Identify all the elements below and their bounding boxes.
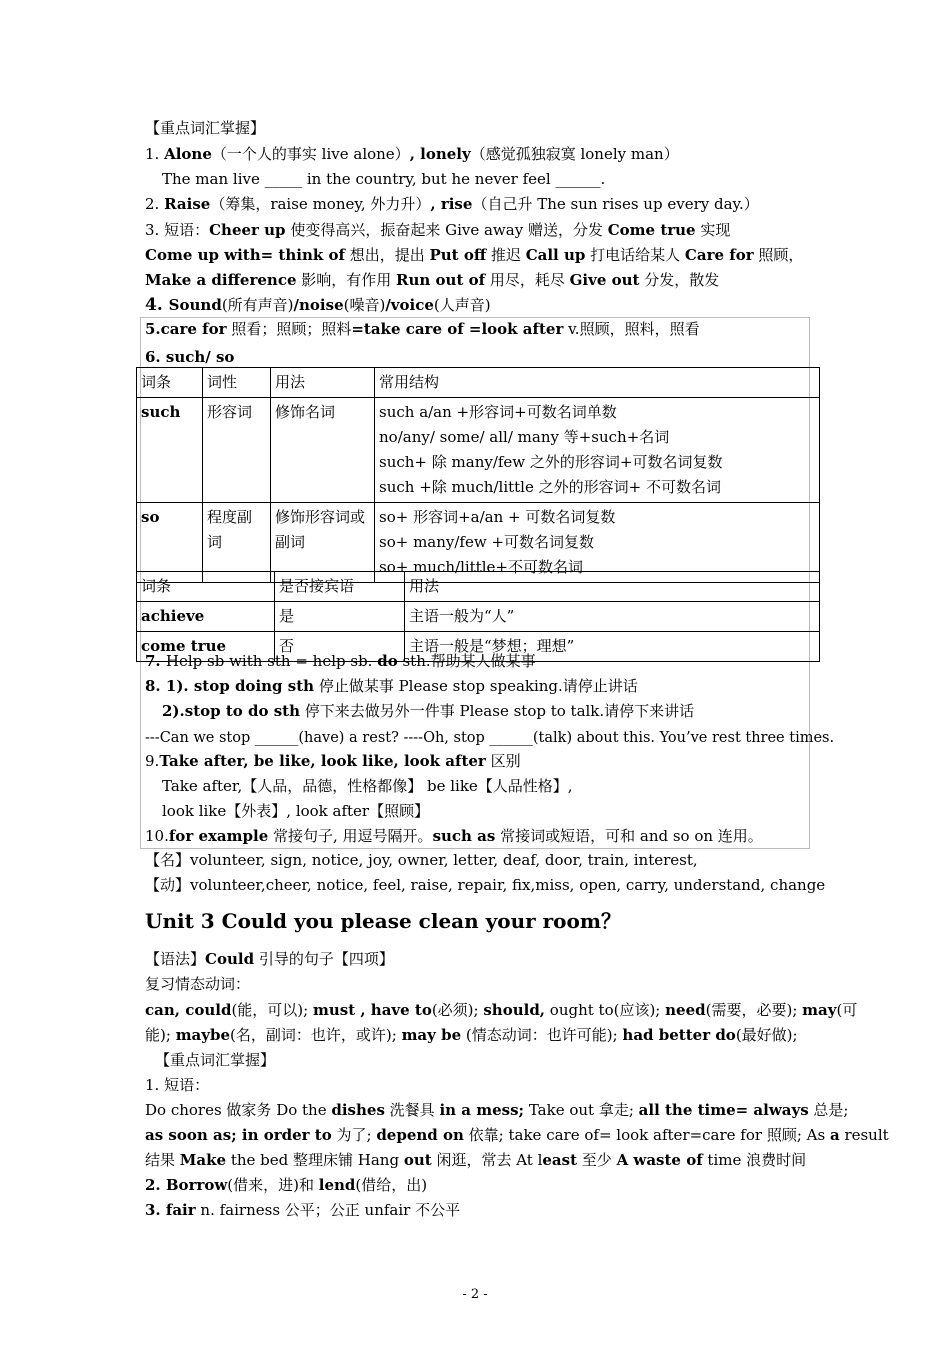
- text: 能);: [145, 1026, 176, 1044]
- text: （筹集，raise money, 外力升）: [210, 195, 431, 213]
- structure-line: so+ 形容词+a/an + 可数名词复数: [379, 508, 616, 526]
- item-8-2: [162, 701, 694, 721]
- text: (能，可以);: [231, 1001, 313, 1019]
- object-cell: 是: [275, 602, 405, 632]
- keyword: do: [377, 652, 398, 670]
- table-row-such: [137, 398, 820, 503]
- text: (名，副词：也许，或许);: [230, 1026, 402, 1044]
- keyword: Come up with= think of: [145, 246, 345, 264]
- keyword: such as: [432, 827, 496, 845]
- text: look like【外表】, look after【照顾】: [162, 802, 430, 820]
- text: 至少: [577, 1151, 617, 1169]
- keyword: Put off: [429, 246, 487, 264]
- achieve-table: [136, 571, 820, 662]
- item-7: [145, 651, 536, 671]
- keyword: a: [829, 1126, 840, 1144]
- object-cell: 否: [275, 632, 405, 662]
- text: 结果: [145, 1151, 180, 1169]
- table-header-row: [137, 368, 820, 398]
- text: (借给，出): [355, 1176, 428, 1194]
- text: 照顾，: [753, 246, 804, 264]
- keyword: achieve: [141, 607, 205, 625]
- text: 实现: [695, 221, 731, 239]
- keyword: Run out of: [396, 271, 486, 289]
- text: (需要，必要);: [705, 1001, 803, 1019]
- text: 闲逛，常去 At l: [431, 1151, 543, 1169]
- exercise-line: [162, 169, 605, 189]
- header-cell: 用法: [271, 368, 375, 398]
- item-3: [145, 220, 730, 240]
- keyword: Sound: [168, 296, 222, 314]
- text: 使变得高兴，振奋起来 Give away 赠送，分发: [285, 221, 608, 239]
- text: (情态动词：也许可能);: [461, 1026, 623, 1044]
- header-cell: 用法: [405, 572, 820, 602]
- item-9-detail: [162, 776, 573, 796]
- item-5: [145, 319, 700, 339]
- keyword: A waste of: [616, 1151, 703, 1169]
- keyword: all the time= always: [638, 1101, 809, 1119]
- vocab-heading: [155, 1050, 275, 1070]
- phrase-line-2: [145, 270, 719, 290]
- item-3: [145, 1200, 460, 1220]
- exercise-line: [145, 728, 834, 748]
- text: result: [839, 1126, 889, 1144]
- keyword: as soon as; in order to: [145, 1126, 332, 1144]
- text: 洗餐具: [384, 1101, 440, 1119]
- keyword: lend: [318, 1176, 356, 1194]
- keyword: Could: [205, 950, 255, 968]
- text: time 浪费时间: [702, 1151, 807, 1169]
- keyword: had better do: [622, 1026, 736, 1044]
- keyword: may be: [401, 1026, 462, 1044]
- structure-cell: [375, 398, 820, 503]
- structure-line: such a/an +形容词+可数名词单数: [379, 403, 617, 421]
- keyword: Take after, be like, look like, look after: [159, 752, 486, 770]
- table-row: [137, 602, 820, 632]
- text: 停下来去做另外一件事 Please stop to talk.请停下来讲话: [300, 702, 695, 720]
- item-10: [145, 826, 763, 846]
- keyword: 2. Borrow: [145, 1176, 228, 1194]
- keyword: 2).stop to do sth: [162, 702, 300, 720]
- noun-list: [145, 850, 698, 870]
- page-number: - 2 -: [462, 1287, 488, 1302]
- keyword: /voice: [385, 296, 434, 314]
- item-6: [145, 347, 234, 367]
- item-2: [145, 194, 759, 214]
- keyword: need: [665, 1001, 706, 1019]
- text: (人声音): [433, 296, 491, 314]
- word-cell: [137, 398, 203, 503]
- word-cell: [137, 602, 275, 632]
- phrase-line-1: [145, 245, 803, 265]
- keyword: Make: [179, 1151, 227, 1169]
- keyword: 8. 1). stop doing sth: [145, 677, 315, 695]
- unit-title: Unit 3 Could you please clean your room？: [145, 909, 622, 933]
- phrase-line: [145, 1100, 848, 1120]
- text: 1.: [145, 145, 165, 163]
- text: 打电话给某人: [585, 246, 685, 264]
- use-cell: 修饰形容词或副词: [271, 503, 375, 583]
- item-1: [145, 144, 679, 164]
- keyword: maybe: [175, 1026, 231, 1044]
- keyword: come true: [141, 637, 227, 655]
- text: 【名】volunteer, sign, notice, joy, owner, letter, deaf, door, train, interest,: [145, 851, 698, 869]
- header-cell: 词性: [203, 368, 271, 398]
- text: 总是;: [808, 1101, 849, 1119]
- item-8: [145, 676, 638, 696]
- text: (可: [836, 1001, 858, 1019]
- keyword: /noise: [293, 296, 344, 314]
- keyword: Make a difference: [145, 271, 297, 289]
- item-9: [145, 751, 521, 771]
- header-cell: 是否接宾语: [275, 572, 405, 602]
- text: n. fairness 公平；公正 unfair 不公平: [195, 1201, 461, 1219]
- text: 9.: [145, 752, 160, 770]
- keyword: =take care of =look after: [351, 320, 564, 338]
- pos-cell: 形容词: [203, 398, 271, 503]
- text: (必须);: [431, 1001, 484, 1019]
- table-header-row: [137, 572, 820, 602]
- text: 1. 短语：: [145, 1076, 210, 1094]
- text: 影响，有作用: [296, 271, 397, 289]
- text: Take after,【人品，品德，性格都像】 be like【人品性格】,: [162, 777, 573, 795]
- item-4: [145, 295, 491, 315]
- keyword: 7.: [145, 652, 166, 670]
- keyword: , rise: [430, 195, 473, 213]
- keyword: such: [141, 403, 181, 421]
- grammar-heading: [145, 949, 394, 969]
- item-9-detail: [162, 801, 429, 821]
- keyword: Care for: [684, 246, 754, 264]
- text: 10.: [145, 827, 169, 845]
- text: 照看；照顾；照料: [226, 320, 352, 338]
- keyword: , lonely: [409, 145, 471, 163]
- text: The man live _____ in the country, but he never feel ______.: [162, 170, 606, 188]
- keyword: for example: [168, 827, 269, 845]
- text: （感觉孤独寂寞 lonely man）: [470, 145, 679, 163]
- keyword: may: [802, 1001, 837, 1019]
- text: 2.: [145, 195, 165, 213]
- keyword: 3. fair: [145, 1201, 196, 1219]
- use-cell: 修饰名词: [271, 398, 375, 503]
- phrase-line: [145, 1150, 806, 1170]
- keyword: Cheer up: [209, 221, 286, 239]
- text: 停止做某事 Please stop speaking.请停止讲话: [314, 677, 638, 695]
- structure-line: such+ 除 many/few 之外的形容词+可数名词复数: [379, 453, 723, 471]
- text: (噪音): [343, 296, 386, 314]
- text: 引导的句子【四项】: [254, 950, 394, 968]
- text: 【重点词汇掌握】: [145, 119, 266, 137]
- text: Help sb with sth = help sb.: [165, 652, 378, 670]
- text: 复习情态动词：: [145, 975, 251, 993]
- text: (最好做);: [735, 1026, 798, 1044]
- phrases-heading: [145, 1075, 209, 1095]
- text: 【语法】: [145, 950, 206, 968]
- item-2: [145, 1175, 427, 1195]
- text: ---Can we stop ______(have) a rest? ----Oh, stop ______(talk) about this. You’ve rest three times.: [145, 730, 835, 746]
- structure-line: so+ much/little+不可数名词: [379, 558, 583, 576]
- keyword: so: [141, 508, 160, 526]
- use-cell: 主语一般是“梦想；理想”: [405, 632, 820, 662]
- verb-list: [145, 875, 825, 895]
- keyword: Alone: [164, 145, 212, 163]
- keyword: must , have to: [312, 1001, 432, 1019]
- text: 【重点词汇掌握】: [155, 1051, 276, 1069]
- keyword: 6. such/ so: [145, 348, 235, 366]
- header-cell: 词条: [137, 572, 275, 602]
- keyword: out: [403, 1151, 432, 1169]
- text: 区别: [485, 752, 521, 770]
- text: （一个人的事实 live alone）: [211, 145, 410, 163]
- structure-line: so+ many/few +可数名词复数: [379, 533, 595, 551]
- structure-line: such +除 much/little 之外的形容词+ 不可数名词: [379, 478, 721, 496]
- review-heading: [145, 974, 250, 994]
- keyword: in a mess;: [439, 1101, 525, 1119]
- section-heading: [145, 118, 265, 138]
- header-cell: 常用结构: [375, 368, 820, 398]
- keyword: Come true: [607, 221, 696, 239]
- keyword: should,: [483, 1001, 546, 1019]
- keyword: 4.: [145, 295, 169, 315]
- modal-line-1: [145, 1000, 857, 1020]
- text: ought to(应该);: [545, 1001, 666, 1019]
- text: (所有声音): [221, 296, 294, 314]
- text: 常接词或短语，可和 and so on 连用。: [495, 827, 763, 845]
- text: （自己升 The sun rises up every day.）: [472, 195, 759, 213]
- text: 3. 短语：: [145, 221, 210, 239]
- text: (借来，进)和: [227, 1176, 319, 1194]
- text: 【动】volunteer,cheer, notice, feel, raise, repair, fix,miss, open, carry, understand, change: [145, 876, 826, 894]
- text: sth.帮助某人做某事: [397, 652, 536, 670]
- keyword: can, could: [145, 1001, 232, 1019]
- keyword: Give out: [569, 271, 640, 289]
- keyword: dishes: [331, 1101, 385, 1119]
- pos-cell: 程度副词: [203, 503, 271, 583]
- such-so-table: [136, 367, 820, 583]
- use-cell: 主语一般为“人”: [405, 602, 820, 632]
- text: the bed 整理床铺 Hang: [226, 1151, 404, 1169]
- header-cell: 词条: [137, 368, 203, 398]
- structure-line: no/any/ some/ all/ many 等+such+名词: [379, 428, 670, 446]
- keyword: 5.care for: [145, 320, 227, 338]
- text: Take out 拿走;: [524, 1101, 639, 1119]
- text: 分发，散发: [639, 271, 720, 289]
- keyword: Raise: [164, 195, 211, 213]
- text: Do chores 做家务 Do the: [145, 1101, 332, 1119]
- modal-line-2: [145, 1025, 798, 1045]
- keyword: depend on: [376, 1126, 464, 1144]
- text: 依靠; take care of= look after=care for 照顾; As: [463, 1126, 830, 1144]
- keyword: Call up: [525, 246, 586, 264]
- keyword: east: [542, 1151, 578, 1169]
- text: v.照顾，照料，照看: [563, 320, 700, 338]
- text: 推迟: [486, 246, 526, 264]
- text: 用尽，耗尽: [485, 271, 570, 289]
- text: 想出，提出: [344, 246, 430, 264]
- text: 为了;: [331, 1126, 377, 1144]
- phrase-line: [145, 1125, 889, 1145]
- text: 常接句子, 用逗号隔开。: [268, 827, 433, 845]
